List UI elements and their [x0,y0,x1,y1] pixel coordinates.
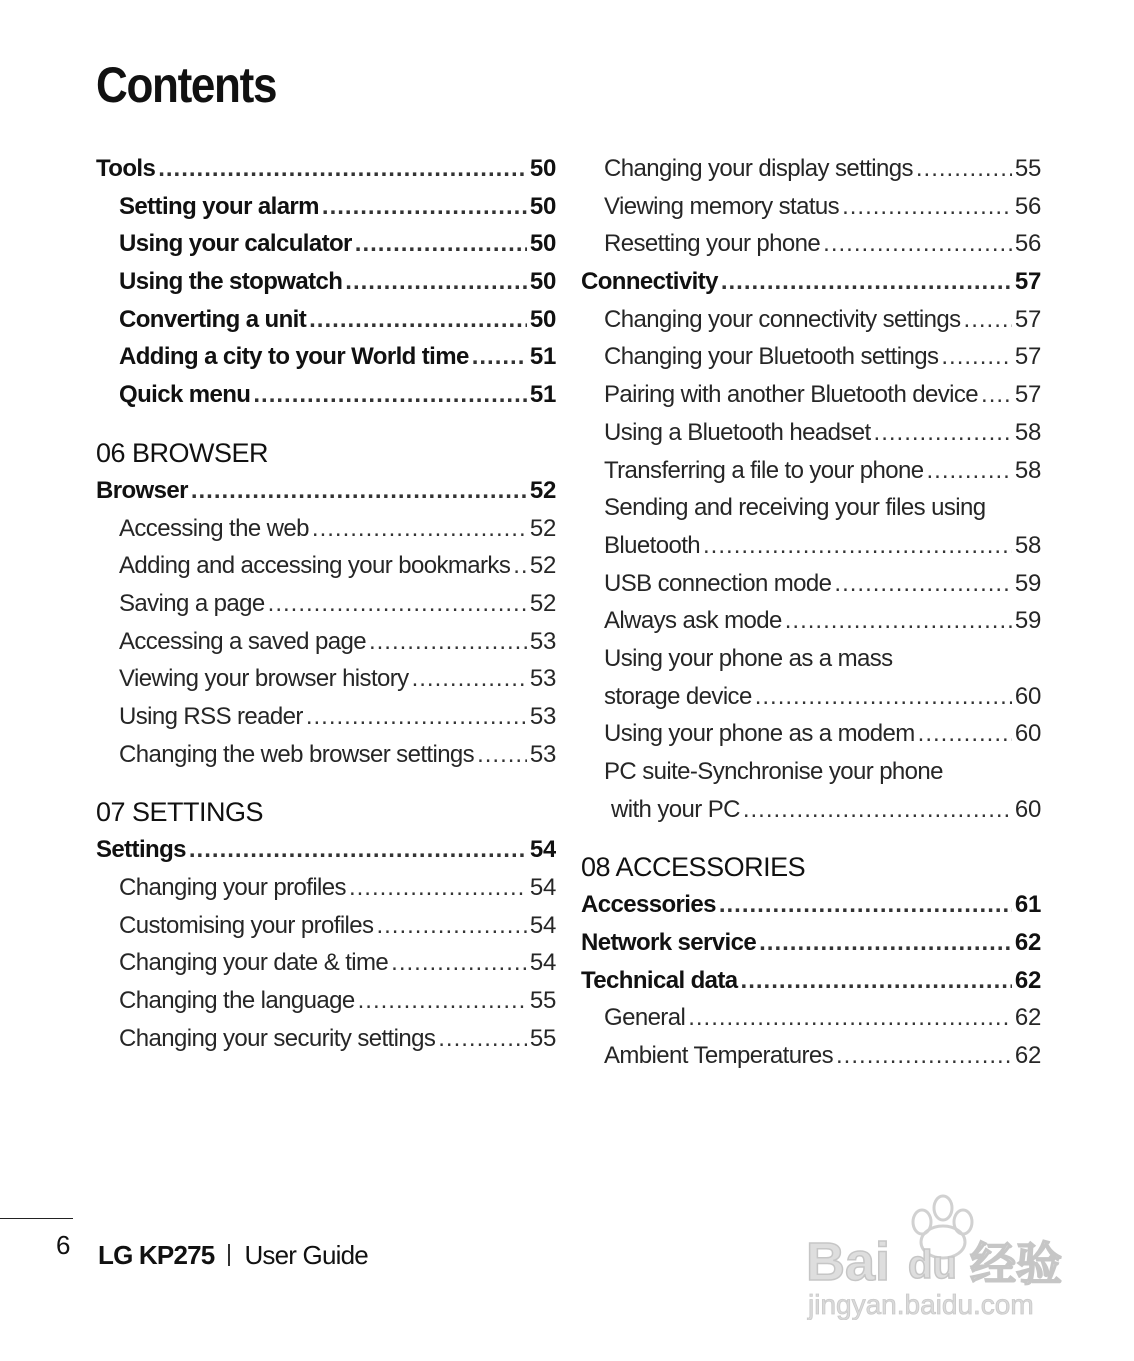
toc-dot-leader [391,944,527,982]
toc-entry-title: Viewing memory status [604,192,840,220]
toc-dot-leader [964,301,1012,339]
toc-entry [96,623,556,661]
toc-dot-leader [941,338,1012,376]
footer-brand: LG KP275 [98,1240,215,1270]
toc-page-number: 56 [1014,192,1041,220]
toc-entry-wrapped-line [581,489,1041,527]
toc-page-number: 51 [529,381,556,409]
toc-dot-leader [741,962,1012,1000]
toc-entry-title: storage device [604,682,752,710]
toc-page-number: 60 [1014,682,1041,710]
toc-page-number: 57 [1014,268,1041,296]
toc-page-number: 54 [529,874,556,901]
toc-dot-leader [918,715,1012,753]
toc-dot-leader [306,698,527,736]
toc-page-number: 60 [1014,795,1041,823]
toc-entry-title: Changing the language [119,987,355,1015]
toc-entry-title: Accessing the web [119,514,309,542]
toc-page-number: 62 [1014,966,1041,994]
toc-entry-title: Using your phone as a mass [604,644,893,672]
toc-dot-leader [309,301,527,339]
footer-rule [0,1218,73,1219]
toc-dot-leader [268,585,527,623]
toc-entry [581,678,1041,716]
toc-entry-title: Adding and accessing your bookmarks [119,552,511,580]
toc-section-heading: 06 BROWSER [96,437,269,468]
footer-guide: User Guide [244,1240,368,1270]
toc-dot-leader [189,831,527,869]
toc-entry [96,907,556,945]
toc-entry-title: Using RSS reader [119,702,303,730]
toc-page-number: 50 [529,192,556,220]
toc-entry [96,660,556,698]
toc-page-number: 55 [1014,155,1041,182]
toc-entry-title: Changing your connectivity settings [604,305,961,333]
toc-entry-wrapped-line [581,640,1041,678]
toc-dot-leader [836,1037,1012,1075]
toc-entry-title: Changing your display settings [604,155,913,182]
toc-dot-leader [834,565,1011,603]
toc-entry [96,736,556,774]
toc-entry [581,188,1041,226]
toc-dot-leader [253,376,527,414]
toc-dot-leader [759,924,1012,962]
toc-dot-leader [472,338,527,376]
toc-entry-title: Accessing a saved page [119,627,366,655]
toc-dot-leader [688,999,1012,1037]
toc-entry-title: Tools [96,155,156,182]
toc-dot-leader [721,263,1012,301]
toc-entry-title: Accessories [581,891,716,919]
toc-entry-title: Connectivity [581,268,718,296]
toc-entry [96,472,556,510]
toc-entry-title: Changing your security settings [119,1024,436,1052]
toc-page-number: 58 [1014,531,1041,559]
toc-page-number: 51 [529,343,556,371]
toc-page-number: 57 [1014,343,1041,371]
toc-entry [96,585,556,623]
toc-page-number: 58 [1014,456,1041,484]
toc-dot-leader [312,510,527,548]
toc-entry [96,982,556,1020]
toc-entry-title: Sending and receiving your files using [604,494,986,522]
toc-page-number: 59 [1014,569,1041,597]
toc-section-heading: 08 ACCESSORIES [581,852,806,883]
toc-page-number: 52 [529,589,556,617]
toc-entry-title: USB connection mode [604,569,832,597]
toc-entry-title: Technical data [581,966,738,994]
svg-text:经验: 经验 [970,1237,1062,1291]
toc-page-number: 52 [529,514,556,542]
toc-page-number: 62 [1014,1004,1041,1032]
toc-page-number: 57 [1014,381,1041,409]
toc-page-number: 53 [529,627,556,655]
toc-entry-title: Using your phone as a modem [604,720,915,748]
toc-entry-title: Adding a city to your World time [119,343,469,371]
toc-entry-title: Customising your profiles [119,911,374,939]
toc-entry [581,999,1041,1037]
svg-text:Bai: Bai [806,1232,891,1292]
toc-entry [581,150,1041,188]
toc-entry [96,698,556,736]
toc-entry-title: Bluetooth [604,531,701,559]
toc-dot-leader [376,907,526,945]
toc-dot-leader [369,623,527,661]
toc-entry-title: Using a Bluetooth headset [604,418,871,446]
toc-entry [581,715,1041,753]
toc-entry [96,869,556,907]
svg-text:du: du [908,1243,957,1287]
toc-dot-leader [438,1020,527,1058]
toc-right-column [581,150,1041,1075]
toc-dot-leader [412,660,527,698]
toc-page-number: 52 [529,476,556,504]
toc-entry-title: Changing your Bluetooth settings [604,343,939,371]
toc-entry-title: Resetting your phone [604,230,821,258]
toc-dot-leader [158,150,527,188]
toc-entry-title: Network service [581,929,757,957]
toc-entry [96,338,556,376]
toc-entry [96,225,556,263]
toc-entry [581,263,1041,301]
toc-entry [581,791,1041,829]
toc-dot-leader [743,791,1012,829]
toc-entry-title: with your PC [611,795,740,823]
toc-entry-title: Transferring a file to your phone [604,456,924,484]
toc-page-number: 53 [529,740,556,768]
toc-entry-title: Quick menu [119,381,251,409]
toc-dot-leader [703,527,1012,565]
toc-page-number: 55 [529,1024,556,1052]
toc-entry [96,944,556,982]
toc-page-number: 50 [529,155,556,182]
toc-page-number: 50 [529,305,556,333]
toc-dot-leader [916,150,1012,188]
toc-entry-title: Settings [96,836,186,864]
toc-entry [96,301,556,339]
toc-section-heading: 07 SETTINGS [96,797,264,828]
toc-entry [96,188,556,226]
toc-dot-leader [477,736,527,774]
toc-page-number: 53 [529,702,556,730]
toc-entry [96,1020,556,1058]
toc-entry-title: Using the stopwatch [119,268,343,296]
toc-dot-leader [322,188,527,226]
toc-page-number: 54 [529,836,556,864]
toc-dot-leader [345,263,527,301]
toc-entry [96,547,556,585]
toc-page-number: 53 [529,665,556,693]
toc-entry [581,225,1041,263]
watermark-url: jingyan.baidu.com [808,1289,1034,1320]
toc-entry [581,565,1041,603]
toc-entry-title: Saving a page [119,589,265,617]
toc-dot-leader [358,982,527,1020]
toc-entry [581,338,1041,376]
toc-entry [581,527,1041,565]
toc-entry-title: Changing your profiles [119,874,346,901]
toc-entry [96,263,556,301]
toc-page-number: 62 [1014,929,1041,957]
toc-page-number: 54 [529,949,556,977]
toc-entry [581,962,1041,1000]
toc-dot-leader [513,547,527,585]
toc-entry-wrapped-line [581,753,1041,791]
toc-dot-leader [927,452,1012,490]
toc-dot-leader [874,414,1012,452]
toc-entry [581,602,1041,640]
toc-dot-leader [755,678,1012,716]
toc-entry [96,150,556,188]
footer [98,1240,368,1271]
toc-entry-title: Using your calculator [119,230,352,258]
toc-entry [96,510,556,548]
toc-page-number: 56 [1014,230,1041,258]
toc-dot-leader [823,225,1012,263]
toc-entry-title: General [604,1004,686,1032]
toc-dot-leader [719,886,1012,924]
toc-page-number: 50 [529,230,556,258]
toc-entry [581,414,1041,452]
toc-entry-title: Browser [96,476,188,504]
toc-page-number: 52 [529,552,556,580]
toc-page-number: 61 [1014,891,1041,919]
page-number: 6 [56,1230,71,1260]
toc-entry-title: Changing your date & time [119,949,389,977]
toc-entry [581,1037,1041,1075]
toc-entry-title: Setting your alarm [119,192,319,220]
toc-entry-title: PC suite-Synchronise your phone [604,758,943,785]
toc-entry [581,301,1041,339]
toc-entry [581,924,1041,962]
toc-dot-leader [191,472,527,510]
toc-entry-title: Converting a unit [119,305,307,333]
toc-page-number: 54 [529,911,556,939]
toc-dot-leader [355,225,527,263]
toc-entry [581,452,1041,490]
toc-page-number: 57 [1014,305,1041,333]
toc-dot-leader [349,869,527,907]
toc-entry-title: Ambient Temperatures [604,1042,834,1070]
footer-separator [228,1244,230,1266]
toc-entry [96,831,556,869]
toc-dot-leader [981,376,1012,414]
baidu-watermark-logo [800,1190,1070,1320]
toc-page-number: 58 [1014,418,1041,446]
toc-page-number: 62 [1014,1042,1041,1070]
toc-entry [581,376,1041,414]
toc-entry-title: Pairing with another Bluetooth device [604,381,979,409]
toc-page-number: 59 [1014,607,1041,635]
toc-dot-leader [842,188,1012,226]
toc-left-column [96,150,556,1057]
toc-entry [581,886,1041,924]
toc-entry-title: Always ask mode [604,607,782,635]
toc-dot-leader [785,602,1012,640]
toc-entry [96,376,556,414]
toc-entry-title: Changing the web browser settings [119,740,475,768]
page-title: Contents [96,57,277,113]
toc-entry-title: Viewing your browser history [119,665,409,693]
toc-page-number: 60 [1014,720,1041,748]
toc-page-number: 50 [529,268,556,296]
toc-page-number: 55 [529,987,556,1015]
